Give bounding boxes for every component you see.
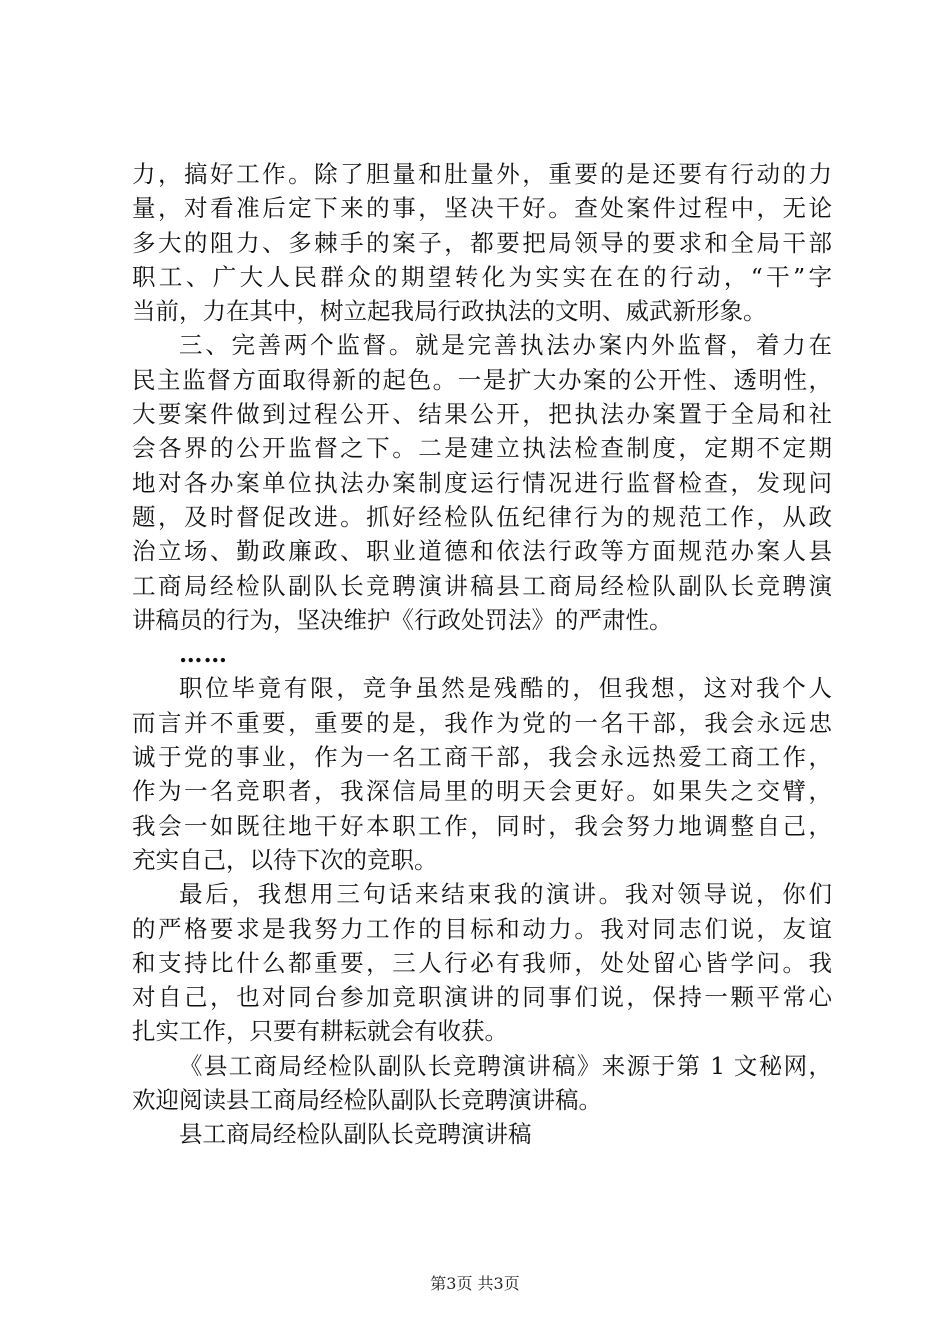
text-line: 三、完善两个监督。就是完善执法办案内外监督，着力在 xyxy=(179,331,832,360)
text-line: 诚于党的事业，作为一名工商干部，我会永远热爱工商工作， xyxy=(132,743,832,772)
text-line: 会各界的公开监督之下。二是建立执法检查制度，定期不定期 xyxy=(132,434,832,463)
text-line: 对自己，也对同台参加竞职演讲的同事们说，保持一颗平常心 xyxy=(132,983,832,1012)
document-body xyxy=(132,157,832,1152)
text-line: 题，及时督促改进。抓好经检队伍纪律行为的规范工作，从政 xyxy=(132,502,832,531)
text-line: 多大的阻力、多棘手的案子，都要把局领导的要求和全局干部 xyxy=(132,228,832,257)
document-title-line: 县工商局经检队副队长竞聘演讲稿 xyxy=(179,1120,532,1149)
text-line: 量，对看准后定下来的事，坚决干好。查处案件过程中，无论 xyxy=(132,194,832,223)
text-line: 地对各办案单位执法办案制度运行情况进行监督检查，发现问 xyxy=(132,468,832,497)
text-line: 治立场、勤政廉政、职业道德和依法行政等方面规范办案人县 xyxy=(132,537,832,566)
text-line: 我会一如既往地干好本职工作，同时，我会努力地调整自己， xyxy=(132,811,832,840)
text-line: 作为一名竞职者，我深信局里的明天会更好。如果失之交臂， xyxy=(132,777,832,806)
text-line: 和支持比什么都重要，三人行必有我师，处处留心皆学问。我 xyxy=(132,948,832,977)
text-line: 工商局经检队副队长竞聘演讲稿县工商局经检队副队长竞聘演 xyxy=(132,571,832,600)
text-line-ellipsis: …… xyxy=(179,640,228,669)
text-line: 充实自己，以待下次的竞职。 xyxy=(132,845,438,874)
text-line: 当前，力在其中，树立起我局行政执法的文明、威武新形象。 xyxy=(132,297,767,326)
page-number-footer: 第3页 共3页 xyxy=(430,1274,520,1293)
text-line: 讲稿员的行为，坚决维护《行政处罚法》的严肃性。 xyxy=(132,605,673,634)
text-line: 欢迎阅读县工商局经检队副队长竞聘演讲稿。 xyxy=(132,1086,602,1115)
text-line: 力，搞好工作。除了胆量和肚量外，重要的是还要有行动的力 xyxy=(132,160,832,188)
text-line: 《县工商局经检队副队长竞聘演讲稿》来源于第 1 文秘网， xyxy=(179,1051,832,1080)
text-line: 而言并不重要，重要的是，我作为党的一名干部，我会永远忠 xyxy=(132,708,832,737)
text-line: 职位毕竟有限，竞争虽然是残酷的，但我想，这对我个人 xyxy=(179,674,832,703)
text-line: 的严格要求是我努力工作的目标和动力。我对同志们说，友谊 xyxy=(132,914,832,943)
text-line: 民主监督方面取得新的起色。一是扩大办案的公开性、透明性， xyxy=(132,365,832,394)
text-line: 扎实工作，只要有耕耘就会有收获。 xyxy=(132,1017,508,1046)
text-line: 最后，我想用三句话来结束我的演讲。我对领导说，你们 xyxy=(179,880,832,909)
text-line: 大要案件做到过程公开、结果公开，把执法办案置于全局和社 xyxy=(132,400,832,429)
text-line: 职工、广大人民群众的期望转化为实实在在的行动，“干”字 xyxy=(132,262,832,291)
